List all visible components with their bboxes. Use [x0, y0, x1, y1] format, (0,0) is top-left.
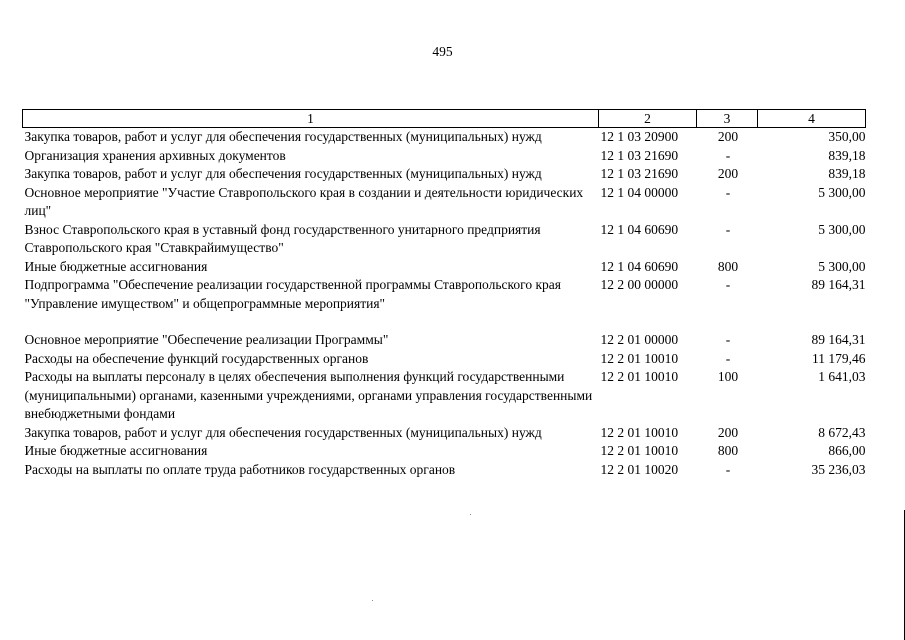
table-row	[23, 276, 866, 313]
table-row	[23, 424, 866, 443]
table-row	[23, 461, 866, 480]
table-row	[23, 221, 866, 258]
table-row	[23, 147, 866, 166]
row-description: Основное мероприятие "Участие Ставропольского края в создании и деятельности юридических лиц"	[24, 184, 584, 218]
row-target-code: 12 2 00 00000	[600, 277, 679, 292]
column-header-2: 2	[599, 110, 697, 128]
row-amount: 5 300,00	[818, 258, 866, 274]
header-row	[23, 110, 866, 128]
row-target-code: 12 1 03 20900	[600, 129, 679, 144]
row-description: Иные бюджетные ассигнования	[24, 443, 208, 458]
row-target-code: 12 1 04 60690	[600, 258, 679, 274]
row-expense-type: 200	[717, 129, 739, 144]
table-body	[23, 128, 866, 480]
row-amount: 866,00	[828, 443, 866, 458]
table-row	[23, 442, 866, 461]
table-row	[23, 165, 866, 184]
row-amount: 8 672,43	[818, 424, 866, 440]
row-description: Расходы на выплаты по оплате труда работников государственных органов	[24, 461, 456, 477]
row-target-code: 12 1 04 00000	[600, 184, 679, 200]
table-header	[23, 110, 866, 128]
page-number: 495	[432, 44, 453, 59]
row-amount: 1 641,03	[818, 369, 866, 384]
row-description: Основное мероприятие "Обеспечение реализации Программы"	[24, 332, 389, 347]
table-row	[23, 350, 866, 369]
table-row	[23, 128, 866, 147]
row-description: Закупка товаров, работ и услуг для обеспечения государственных (муниципальных) нужд	[24, 129, 542, 144]
row-expense-type: -	[725, 147, 731, 163]
row-expense-type: -	[725, 221, 731, 237]
row-expense-type: 200	[717, 166, 739, 181]
row-expense-type: -	[725, 461, 731, 477]
row-amount: 35 236,03	[811, 461, 866, 477]
table-row	[23, 331, 866, 350]
row-expense-type: -	[725, 184, 731, 200]
row-target-code: 12 1 04 60690	[600, 221, 679, 237]
row-amount: 5 300,00	[818, 221, 866, 237]
row-expense-type: 800	[717, 258, 739, 274]
row-amount: 89 164,31	[811, 332, 866, 347]
row-target-code: 12 2 01 00000	[600, 332, 679, 347]
row-target-code: 12 2 01 10010	[600, 350, 679, 366]
spacer-cell	[23, 313, 866, 331]
row-amount: 11 179,46	[812, 350, 866, 366]
row-amount: 89 164,31	[811, 277, 866, 292]
row-target-code: 12 2 01 10010	[600, 443, 679, 458]
row-expense-type: 800	[717, 443, 739, 458]
row-target-code: 12 2 01 10020	[600, 461, 679, 477]
spacer-row	[23, 313, 866, 331]
row-expense-type: 200	[717, 424, 739, 440]
scan-speck	[372, 600, 373, 601]
column-header-1: 1	[23, 110, 599, 128]
table-row	[23, 368, 866, 424]
row-expense-type: 100	[717, 369, 739, 384]
row-description: Иные бюджетные ассигнования	[24, 258, 208, 274]
row-target-code: 12 1 03 21690	[600, 147, 679, 163]
row-amount: 350,00	[828, 129, 866, 144]
row-expense-type: -	[725, 350, 731, 366]
row-description: Закупка товаров, работ и услуг для обеспечения государственных (муниципальных) нужд	[24, 166, 542, 181]
row-description: Взнос Ставропольского края в уставный фонд государственного унитарного предприятия Ставропольского края "Ставкрайимущество"	[24, 221, 541, 255]
row-description: Расходы на выплаты персоналу в целях обеспечения выполнения функций государственными (муниципальными) органами, казенными учреждениями, органами управления государственными внебюджетными фондами	[24, 369, 593, 421]
column-header-4: 4	[758, 110, 866, 128]
scan-speck	[470, 514, 471, 515]
row-amount: 5 300,00	[818, 184, 866, 200]
row-amount: 839,18	[828, 166, 866, 181]
budget-table	[22, 109, 866, 479]
column-header-3: 3	[697, 110, 758, 128]
table-row	[23, 184, 866, 221]
row-description: Закупка товаров, работ и услуг для обеспечения государственных (муниципальных) нужд	[24, 424, 542, 440]
row-description: Организация хранения архивных документов	[24, 147, 286, 163]
row-description: Подпрограмма "Обеспечение реализации государственной программы Ставропольского края "Управление имуществом" и общепрограммные мероприятия"	[24, 277, 561, 311]
row-description: Расходы на обеспечение функций государственных органов	[24, 350, 369, 366]
row-amount: 839,18	[828, 147, 866, 163]
row-expense-type: -	[725, 332, 731, 347]
row-target-code: 12 2 01 10010	[600, 424, 679, 440]
table-row	[23, 258, 866, 277]
row-target-code: 12 2 01 10010	[600, 369, 679, 384]
row-target-code: 12 1 03 21690	[600, 166, 679, 181]
row-expense-type: -	[725, 277, 731, 292]
